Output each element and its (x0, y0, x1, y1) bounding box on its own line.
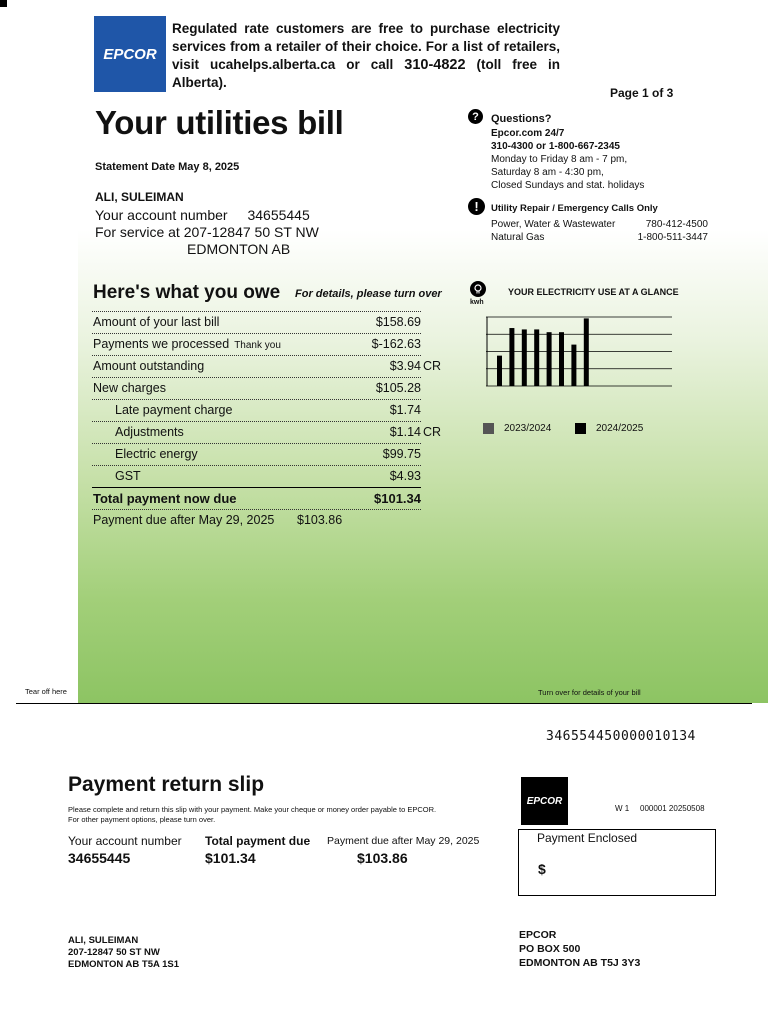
row-label: Late payment charge (115, 403, 233, 417)
power-phone: 780-412-4500 (645, 219, 708, 230)
questions-heading: Questions? (491, 113, 552, 125)
service-address-2: EDMONTON AB (187, 241, 291, 257)
owe-row-new-charges (92, 378, 421, 400)
corner-mark-left (0, 0, 7, 7)
owe-row-payments (92, 334, 421, 356)
row-label: Payments we processed (93, 337, 230, 351)
exclamation-icon: ! (468, 198, 485, 215)
row-label: Adjustments (115, 425, 184, 439)
slip-epcor-addr-2: EDMONTON AB T5J 3Y3 (519, 957, 641, 969)
row-amount: $99.75 (382, 447, 421, 461)
tear-line (16, 703, 752, 704)
total-amount: $101.34 (374, 491, 421, 506)
row-amount: $-162.63 (371, 337, 421, 351)
statement-date: Statement Date May 8, 2025 (95, 161, 240, 173)
owe-row-gst (92, 466, 421, 487)
epcor-logo-text: EPCOR (103, 45, 157, 63)
chart-ylabel: kwh (470, 299, 484, 306)
legend-swatch-2023 (483, 423, 494, 434)
row-amount: $1.74 (389, 403, 421, 417)
row-label-wrap (93, 337, 281, 351)
chart-bar-2024-2025-8 (584, 318, 589, 386)
owe-subtitle: For details, please turn over (295, 288, 442, 300)
notice-text-start: Regulated rate customers are free to purchase electricity services from a retailer of their choice. For a list of retailers, visit ucahelps.alberta.ca or call (172, 21, 560, 72)
service-label: For service at (95, 224, 180, 240)
questions-line-2: 310-4300 or 1-800-667-2345 (491, 141, 620, 152)
owe-row-total (92, 487, 421, 510)
row-amount: $158.69 (375, 315, 421, 329)
slip-epcor-addr-1: PO BOX 500 (519, 943, 581, 955)
owe-title: Here's what you owe (93, 282, 281, 303)
after-amount: $103.86 (297, 513, 343, 527)
row-amount: $4.93 (389, 469, 421, 483)
slip-after-label: Payment due after May 29, 2025 (327, 835, 480, 847)
slip-epcor-logo (521, 777, 568, 825)
chart-bar-2024-2025-4 (534, 329, 539, 386)
slip-total-amount: $101.34 (205, 850, 256, 866)
legend-label-2024: 2024/2025 (596, 423, 644, 434)
owe-row-late-payment (92, 400, 421, 422)
row-label: Amount outstanding (93, 359, 205, 373)
row-amount: $1.14 (389, 425, 421, 439)
owe-row-electric-energy (92, 444, 421, 466)
owe-row-outstanding (92, 356, 442, 378)
questions-line-5: Closed Sundays and stat. holidays (491, 180, 645, 191)
chart-bar-2024-2025-7 (571, 345, 576, 386)
row-cr: CR (423, 359, 442, 373)
payment-enclosed-box[interactable] (518, 829, 716, 896)
bill-title: Your utilities bill (95, 104, 344, 141)
chart-bar-2024-2025-1 (497, 356, 502, 386)
slip-customer-addr-1: 207-12847 50 ST NW (68, 947, 160, 958)
chart-title: YOUR ELECTRICITY USE AT A GLANCE (508, 287, 679, 297)
slip-logo-text: EPCOR (526, 795, 563, 807)
legend-swatch-2024 (575, 423, 586, 434)
service-address-line (95, 224, 319, 240)
legend-label-2023: 2023/2024 (504, 423, 552, 434)
questions-details (491, 127, 644, 192)
payment-enclosed-label: Payment Enclosed (537, 831, 638, 845)
question-icon: ? (468, 109, 483, 124)
row-label: New charges (93, 381, 166, 395)
service-address-1: 207-12847 50 ST NW (183, 224, 319, 240)
usage-chart (486, 316, 676, 388)
slip-code-ref: 000001 20250508 (640, 804, 705, 813)
row-note: Thank you (234, 340, 281, 351)
questions-line-4: Saturday 8 am - 4:30 pm, (491, 167, 604, 178)
account-label: Your account number (95, 207, 228, 223)
owe-row-after-due (92, 510, 421, 531)
retailer-notice (172, 20, 560, 92)
notice-text-end: (toll free in Alberta). (172, 57, 560, 90)
payment-dollar-sign: $ (538, 861, 546, 877)
emergency-heading: Utility Repair / Emergency Calls Only (491, 203, 658, 214)
slip-title: Payment return slip (68, 773, 265, 796)
row-amount: $3.94 (389, 359, 421, 373)
page-number: Page 1 of 3 (610, 86, 674, 100)
slip-code-w: W 1 (615, 804, 630, 813)
owe-row-adjustments (92, 422, 442, 444)
owe-table (92, 311, 442, 531)
row-label: GST (115, 469, 141, 483)
chart-bar-2024-2025-6 (559, 332, 564, 386)
slip-account-number: 34655445 (68, 850, 131, 866)
lightbulb-icon (470, 281, 486, 297)
chart-bar-2024-2025-5 (547, 332, 552, 386)
gas-phone: 1-800-511-3447 (637, 232, 708, 243)
row-cr: CR (423, 425, 442, 439)
slip-epcor-name: EPCOR (519, 929, 557, 941)
power-label: Power, Water & Wastewater (491, 219, 616, 230)
row-label: Electric energy (115, 447, 198, 461)
power-line (491, 219, 708, 230)
slip-customer-address (68, 935, 179, 971)
row-amount: $105.28 (375, 381, 421, 395)
slip-epcor-address (519, 928, 640, 970)
after-label: Payment due after May 29, 2025 (93, 513, 275, 527)
slip-customer-addr-2: EDMONTON AB T5A 1S1 (68, 959, 180, 970)
slip-total-label: Total payment due (205, 834, 311, 848)
owe-row-last-bill (92, 312, 421, 334)
tear-off-label: Tear off here (25, 687, 67, 696)
account-number: 34655445 (247, 207, 310, 223)
notice-phone: 310-4822 (404, 57, 466, 73)
questions-line-3: Monday to Friday 8 am - 7 pm, (491, 154, 628, 165)
slip-instructions: Please complete and return this slip with your payment. Make your cheque or money order payable to EPCOR. For other payment options, please turn over. (68, 805, 437, 824)
chart-bar-2024-2025-2 (509, 328, 514, 386)
slip-customer-name: ALI, SULEIMAN (68, 935, 139, 946)
turn-over-label: Turn over for details of your bill (538, 688, 641, 697)
gas-line (491, 232, 708, 243)
total-label: Total payment now due (93, 491, 237, 506)
slip-barcode-number: 346554450000010134 (546, 729, 696, 744)
chart-bar-2024-2025-3 (522, 329, 527, 386)
gas-label: Natural Gas (491, 232, 545, 243)
epcor-logo (94, 16, 166, 92)
row-label: Amount of your last bill (93, 315, 220, 329)
slip-account-label: Your account number (68, 834, 182, 848)
account-number-line (95, 207, 310, 223)
questions-line-1: Epcor.com 24/7 (491, 128, 565, 139)
customer-name: ALI, SULEIMAN (95, 190, 184, 204)
slip-after-amount: $103.86 (357, 850, 408, 866)
